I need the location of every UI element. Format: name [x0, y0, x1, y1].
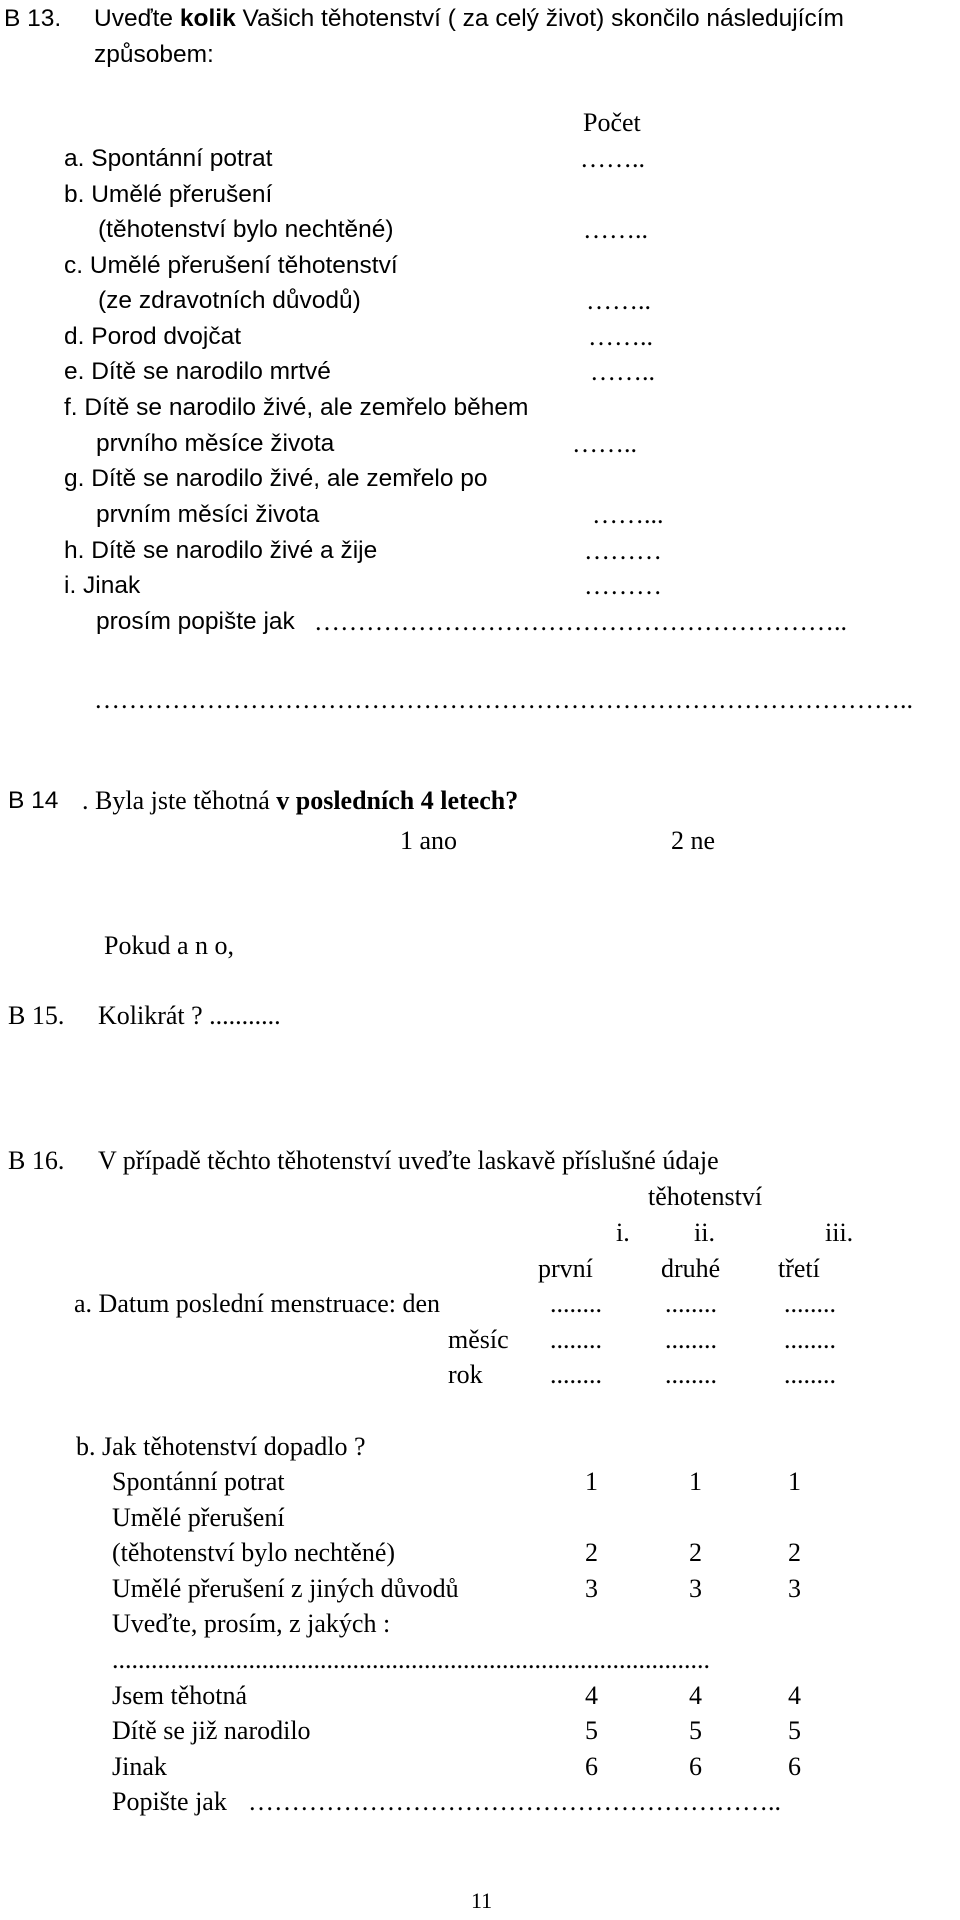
outcome-code[interactable]: 3 [585, 1574, 598, 1603]
outcome-label: Uveďte, prosím, z jakých : [112, 1609, 391, 1638]
count-blank[interactable]: ……… [584, 536, 662, 565]
outcome-code[interactable]: 5 [689, 1716, 702, 1745]
question-text: Uveďte kolik Vašich těhotenství ( za celý život) skončilo následujícím [94, 5, 844, 32]
count-blank[interactable]: ……... [592, 500, 664, 529]
describe-blank-line2[interactable]: ………………………………………………………………………………….. [94, 685, 913, 714]
outcome-code[interactable]: 3 [788, 1574, 801, 1603]
outcome-code[interactable]: 5 [788, 1716, 801, 1745]
outcome-label: Dítě se již narodilo [112, 1716, 311, 1745]
outcome-code[interactable]: 6 [788, 1752, 801, 1781]
question-text-continued: způsobem: [94, 41, 214, 68]
question-text: V případě těchto těhotenství uveďte laskavě příslušné údaje [98, 1146, 719, 1175]
month-blank[interactable]: ........ [665, 1325, 717, 1354]
day-blank[interactable]: ........ [665, 1289, 717, 1318]
outcome-code[interactable]: 6 [689, 1752, 702, 1781]
outcome-code[interactable]: 2 [585, 1538, 598, 1567]
outcome-code[interactable]: 2 [689, 1538, 702, 1567]
reason-blank[interactable]: ............................................................................................ [112, 1645, 710, 1674]
menstruation-date-label: a. Datum poslední menstruace: den [74, 1289, 441, 1318]
outcome-code[interactable]: 4 [788, 1681, 801, 1710]
question-number: B 14 [8, 787, 59, 814]
option-label: i. Jinak [64, 572, 141, 599]
question-number: B 13. [4, 5, 62, 32]
describe-label: Popište jak [112, 1787, 227, 1816]
col-label-second: druhé [661, 1254, 721, 1283]
option-yes[interactable]: 1 ano [400, 826, 458, 855]
year-blank[interactable]: ........ [550, 1360, 602, 1389]
option-label: a. Spontánní potrat [64, 145, 273, 172]
outcome-label: (těhotenství bylo nechtěné) [112, 1538, 396, 1567]
outcome-code[interactable]: 2 [788, 1538, 801, 1567]
outcome-code[interactable]: 1 [585, 1467, 598, 1496]
option-label-continued: (těhotenství bylo nechtěné) [98, 216, 394, 243]
month-blank[interactable]: ........ [550, 1325, 602, 1354]
option-label: b. Umělé přerušení [64, 181, 273, 208]
count-blank[interactable]: ……… [584, 571, 662, 600]
describe-blank[interactable]: …………………………………………………….. [248, 1787, 781, 1816]
option-label: f. Dítě se narodilo živé, ale zemřelo během [64, 394, 529, 421]
outcome-label: Spontánní potrat [112, 1467, 285, 1496]
outcome-code[interactable]: 4 [585, 1681, 598, 1710]
option-label-continued: prvního měsíce života [96, 430, 335, 457]
day-blank[interactable]: ........ [784, 1289, 836, 1318]
outcome-code[interactable]: 1 [689, 1467, 702, 1496]
count-blank[interactable]: …….. [583, 215, 648, 244]
option-label-continued: prvním měsíci života [96, 501, 320, 528]
option-label: d. Porod dvojčat [64, 323, 242, 350]
month-label: měsíc [448, 1325, 509, 1354]
count-blank[interactable]: …….. [586, 286, 651, 315]
pregnancy-header: těhotenství [648, 1182, 763, 1211]
outcome-code[interactable]: 5 [585, 1716, 598, 1745]
outcome-label: Jsem těhotná [112, 1681, 248, 1710]
outcome-code[interactable]: 3 [689, 1574, 702, 1603]
outcome-question: b. Jak těhotenství dopadlo ? [76, 1432, 366, 1461]
question-number: B 15. [8, 1001, 65, 1030]
year-label: rok [448, 1360, 483, 1389]
count-blank[interactable]: …….. [580, 144, 645, 173]
year-blank[interactable]: ........ [665, 1360, 717, 1389]
outcome-label: Jinak [112, 1752, 167, 1781]
count-blank[interactable]: …….. [590, 357, 655, 386]
col-header-ii: ii. [694, 1218, 715, 1247]
month-blank[interactable]: ........ [784, 1325, 836, 1354]
describe-label: prosím popište jak [96, 608, 295, 635]
outcome-label: Umělé přerušení [112, 1503, 285, 1532]
year-blank[interactable]: ........ [784, 1360, 836, 1389]
question-number: B 16. [8, 1146, 65, 1175]
day-blank[interactable]: ........ [550, 1289, 602, 1318]
col-label-third: třetí [778, 1254, 820, 1283]
option-no[interactable]: 2 ne [671, 826, 716, 855]
outcome-label: Umělé přerušení z jiných důvodů [112, 1574, 459, 1603]
question-text: . Byla jste těhotná v posledních 4 letech? [82, 786, 519, 815]
conditional-instruction: Pokud a n o, [104, 931, 234, 960]
option-label: h. Dítě se narodilo živé a žije [64, 537, 378, 564]
col-header-i: i. [616, 1218, 630, 1247]
count-column-header: Počet [583, 108, 641, 137]
outcome-code[interactable]: 1 [788, 1467, 801, 1496]
question-text[interactable]: Kolikrát ? ........... [98, 1001, 281, 1030]
outcome-code[interactable]: 6 [585, 1752, 598, 1781]
option-label: g. Dítě se narodilo živé, ale zemřelo po [64, 465, 488, 492]
option-label: c. Umělé přerušení těhotenství [64, 252, 398, 279]
outcome-code[interactable]: 4 [689, 1681, 702, 1710]
option-label: e. Dítě se narodilo mrtvé [64, 358, 331, 385]
describe-blank[interactable]: …………………………………………………….. [314, 607, 847, 636]
col-header-iii: iii. [825, 1218, 854, 1247]
page-number: 11 [471, 1888, 493, 1913]
count-blank[interactable]: …….. [588, 322, 653, 351]
option-label-continued: (ze zdravotních důvodů) [98, 287, 361, 314]
col-label-first: první [538, 1254, 593, 1283]
count-blank[interactable]: …….. [572, 429, 637, 458]
